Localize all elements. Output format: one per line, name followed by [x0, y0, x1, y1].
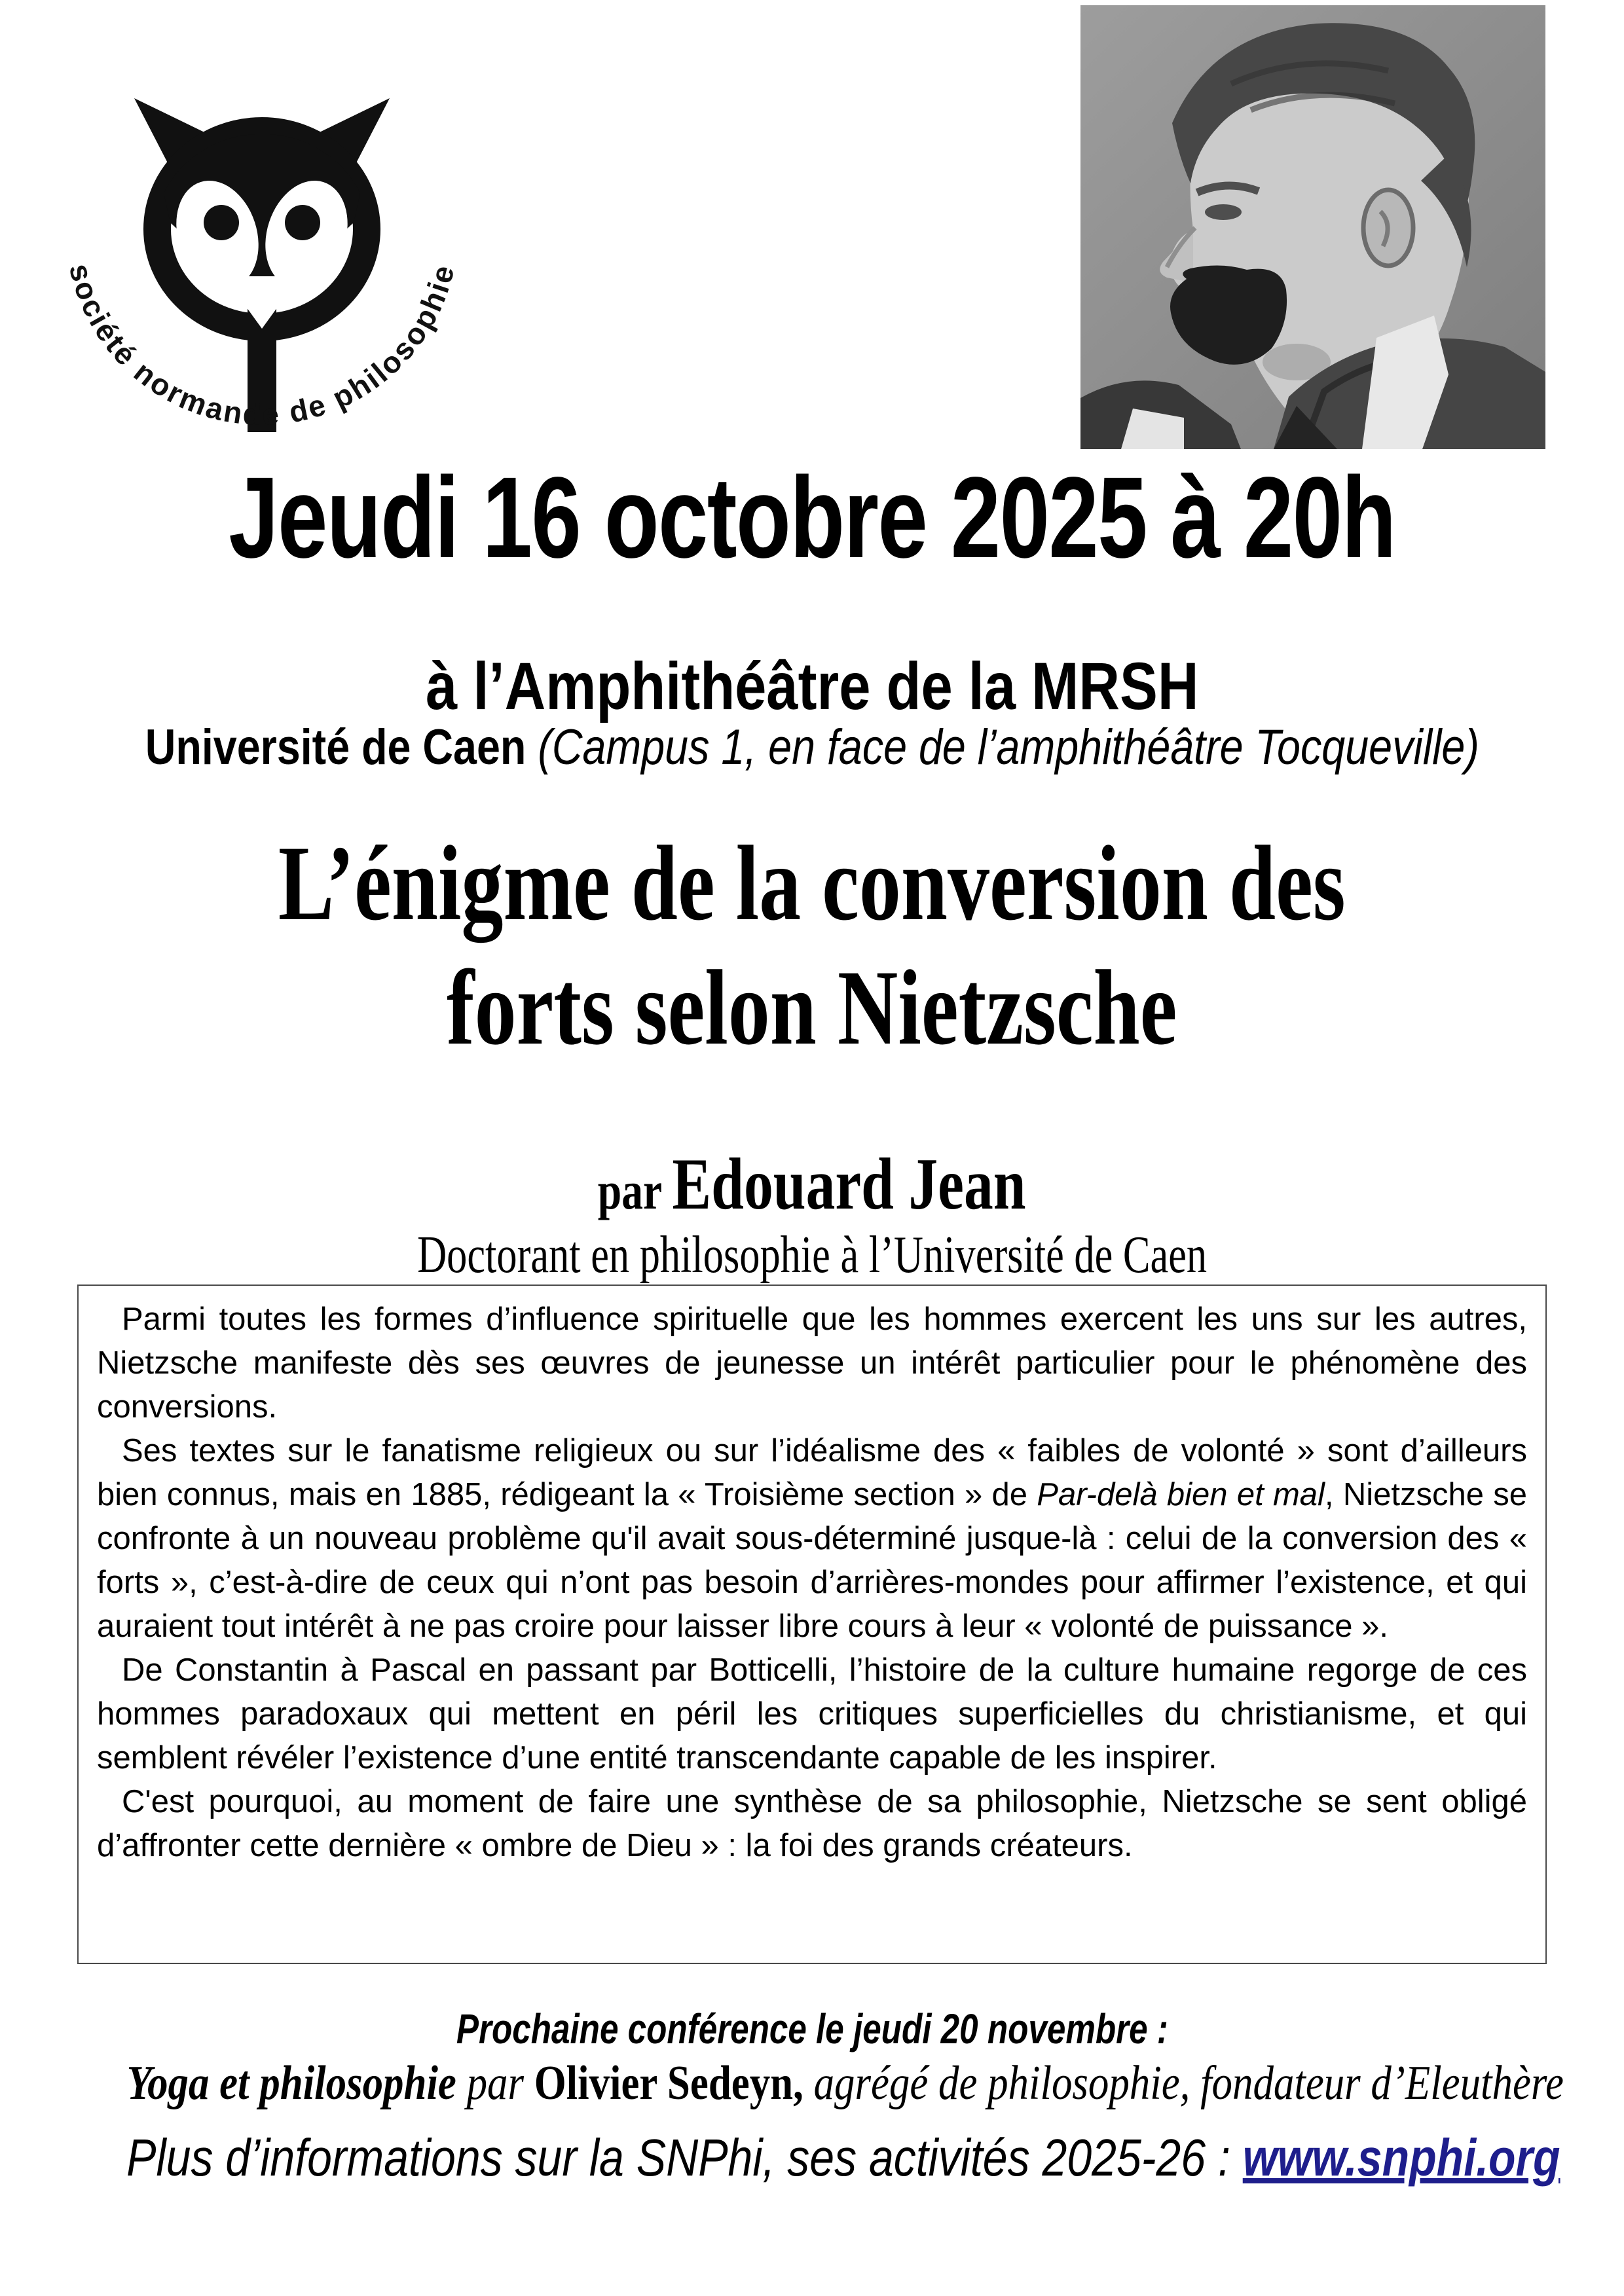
talk-title-line2: forts selon Nietzsche	[447, 949, 1177, 1068]
abstract-paragraph: Ses textes sur le fanatisme religieux ou sur l’idéalisme des « faibles de volonté » sont d’ailleurs bien connus, mais en 1885, rédigeant la « Troisième section » de Par-delà bien et mal, Nietzsche se confronte à un nouveau problème qu'il avait sous-déterminé jusque-là : celui de la conversion des « forts », c’est-à-dire de ceux qui n’ont pas besoin d’arrières-mondes pour affirmer l’existence, et qui auraient tout intérêt à ne pas croire pour laisser libre cours à leur « volonté de puissance ».	[97, 1433, 1527, 1644]
info-line	[0, 2128, 1624, 2188]
venue-detail-line	[0, 719, 1624, 776]
next-talk-title: Yoga et philosophie	[126, 2056, 456, 2110]
next-talk-by: par	[456, 2056, 534, 2110]
next-talk-speaker: Olivier Sedeyn,	[534, 2056, 803, 2110]
talk-title-line1: L’énigme de la conversion des	[278, 824, 1346, 943]
nietzsche-portrait	[1080, 5, 1545, 448]
next-conference-text: Prochaine conférence le jeudi 20 novembre :	[456, 2005, 1168, 2052]
speaker-role-text: Doctorant en philosophie à l’Université de Caen	[416, 1226, 1208, 1284]
snphi-link[interactable]: www.snphi.org	[1242, 2128, 1560, 2187]
abstract-box	[77, 1285, 1547, 1964]
speaker-line	[0, 1142, 1624, 1227]
logo-arc-text: société normande de philosophie	[62, 260, 462, 432]
next-talk-line	[0, 2056, 1624, 2111]
date-headline-text: Jeudi 16 octobre 2025 à 20h	[229, 454, 1395, 582]
portrait-image	[1080, 5, 1545, 449]
venue-line-text: à l’Amphithéâtre de la MRSH	[425, 649, 1199, 723]
abstract-paragraph: Parmi toutes les formes d’influence spirituelle que les hommes exercent les uns sur les autres, Nietzsche manifeste dès ses œuvres de jeunesse un intérêt particulier pour le phénomène des conversions.	[97, 1302, 1527, 1425]
owl-icon	[46, 92, 478, 458]
venue-line	[0, 648, 1624, 725]
venue-campus-detail: (Campus 1, en face de l’amphithéâtre Tocqueville)	[526, 720, 1479, 775]
next-conference-line	[0, 2005, 1624, 2053]
info-prefix: Plus d’informations sur la SNPhi, ses activités 2025-26 :	[126, 2128, 1243, 2187]
venue-university: Université de Caen	[145, 720, 526, 775]
by-label: par	[598, 1161, 673, 1220]
abstract-paragraph: C'est pourquoi, au moment de faire une synthèse de sa philosophie, Nietzsche se sent obligé d’affronter cette dernière « ombre de Dieu » : la foi des grands créateurs.	[97, 1784, 1527, 1863]
speaker-role-line	[0, 1226, 1624, 1285]
next-talk-speaker-detail: agrégé de philosophie, fondateur d’Eleuthère	[803, 2056, 1564, 2110]
abstract-paragraph: De Constantin à Pascal en passant par Botticelli, l’histoire de la culture humaine regorge de ces hommes paradoxaux qui mettent en péril les critiques superficielles du christianisme, et qui semblent révéler l’existence d’une entité transcendante capable de les inspirer.	[97, 1652, 1527, 1776]
speaker-name: Edouard Jean	[672, 1144, 1026, 1225]
talk-title	[0, 822, 1624, 1070]
date-headline	[0, 452, 1624, 584]
snphi-owl-logo	[46, 92, 478, 458]
